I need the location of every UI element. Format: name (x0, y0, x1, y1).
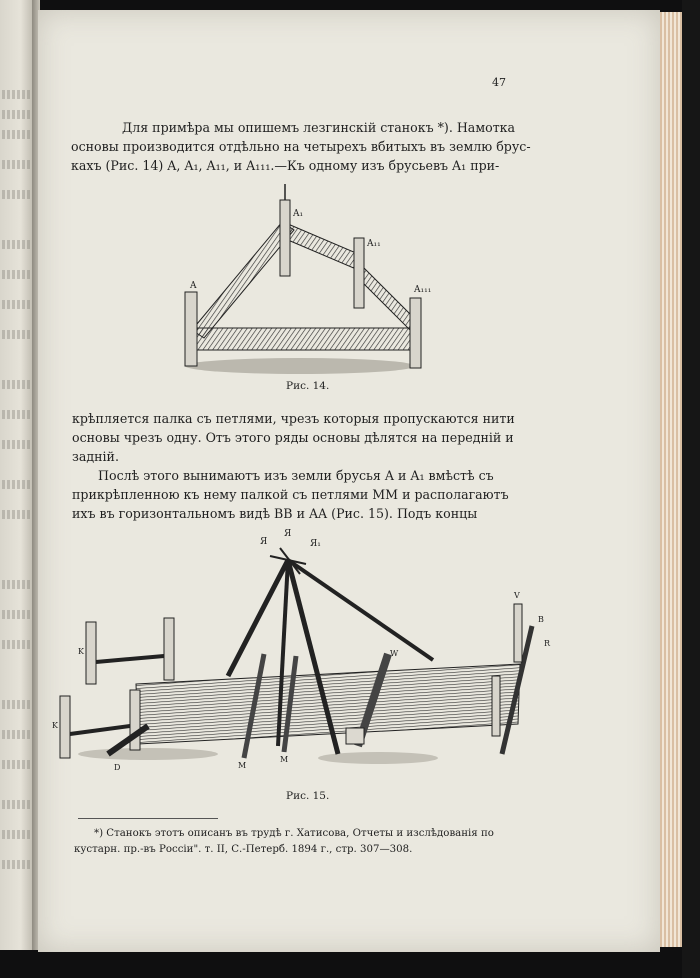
paragraph-1 (71, 118, 554, 175)
figure-15-label-g: Я (260, 537, 268, 547)
figure-15-drawing (48, 526, 568, 786)
figure-14-caption: Рис. 14. (286, 380, 330, 392)
figure-14-label-a11: A₁₁ (367, 239, 381, 249)
figure-15-label-k: K (78, 647, 84, 656)
left-page-edge (0, 0, 34, 950)
text-line: основы чрезъ одну. Отъ этого ряды основы дѣлятся на передній и (72, 430, 514, 445)
footnote (74, 826, 574, 858)
figure-14-label-a1: A₁ (293, 209, 304, 219)
footnote-line: *) Станокъ этотъ описанъ въ трудѣ г. Хатисова, Отчеты и изслѣдованія по (94, 828, 494, 839)
text-line: ихъ въ горизонтальномъ видѣ BB и AA (Рис. 15). Подъ концы (72, 506, 478, 521)
figure-15-label-k: K (52, 721, 58, 730)
footnote-line: кустарн. пр.-въ Россіи". т. II, С.-Петерб. 1894 г., стр. 307—308. (74, 844, 413, 855)
figure-15-label-d: D (114, 763, 121, 772)
text-line: кахъ (Рис. 14) A, A₁, A₁₁, и A₁₁₁.—Къ одному изъ брусьевъ A₁ при- (71, 158, 500, 173)
page-stack-edge (660, 12, 682, 947)
footnote-rule (78, 818, 218, 819)
paragraph-2 (72, 409, 548, 466)
text-line: Для примѣра мы опишемъ лезгинскій станокъ *). Намотка (122, 120, 516, 135)
figure-14-label-a: A (190, 281, 197, 291)
figure-15-label-b: B (538, 615, 544, 624)
figure-15-label-w: W (390, 649, 399, 658)
figure-15-label-r: R (544, 639, 551, 648)
figure-15-label-v: V (514, 591, 520, 600)
figure-15-label-m: M (238, 761, 247, 770)
text-line: прикрѣпленною къ нему палкой съ петлями MM и располагаютъ (72, 487, 509, 502)
figure-15-label-g: Я (284, 529, 292, 539)
text-line: Послѣ этого вынимаютъ изъ земли брусья A и A₁ вмѣстѣ съ (98, 468, 494, 483)
figure-14-drawing (170, 180, 440, 380)
figure-15-label-g1: Я₁ (310, 539, 321, 549)
figure-15-label-m: M (280, 755, 289, 764)
text-line: задній. (72, 449, 119, 464)
figure-14-label-a111: A₁₁₁ (414, 285, 432, 295)
text-line: основы производится отдѣльно на четырехъ вбитыхъ въ землю брус- (71, 139, 531, 154)
book-cover-edge (682, 0, 700, 978)
paragraph-3 (72, 466, 548, 523)
figure-15-caption: Рис. 15. (286, 790, 330, 802)
text-line: крѣпляется палка съ петлями, чрезъ которыя пропускаются нити (72, 411, 515, 426)
page-number: 47 (492, 76, 506, 89)
